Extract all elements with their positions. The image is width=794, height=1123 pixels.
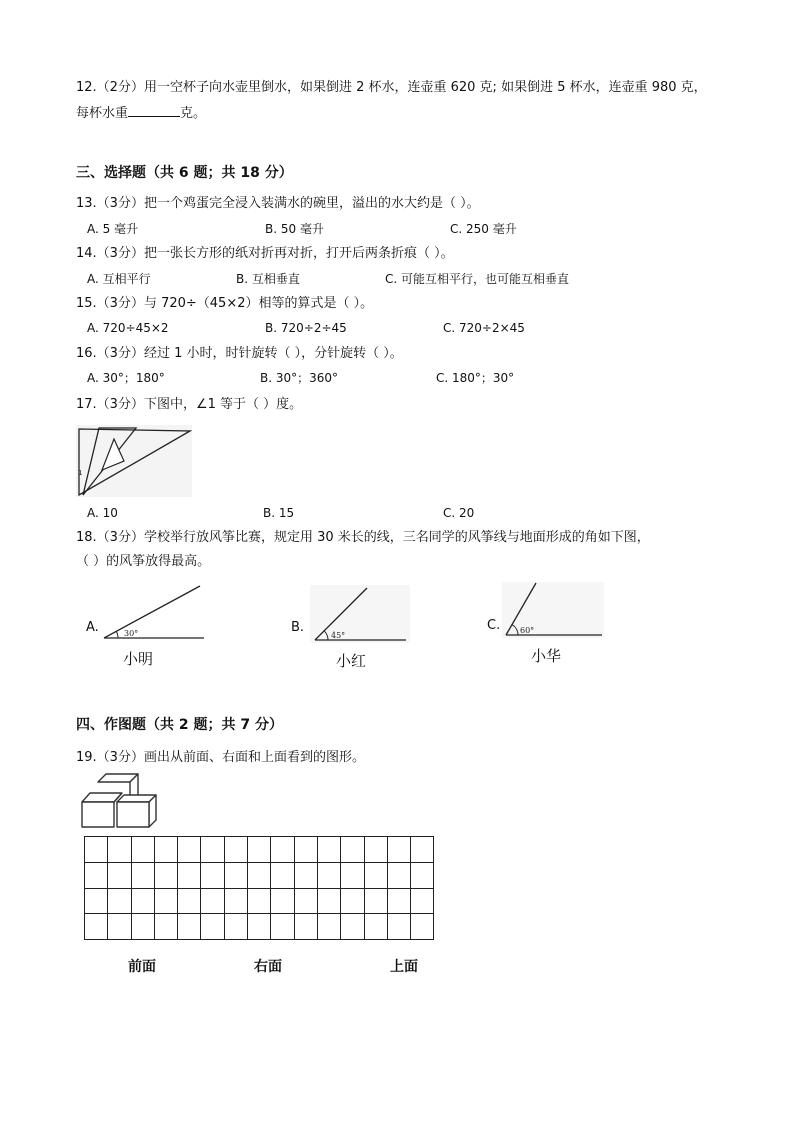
q16-option-c[interactable]: C. 180°；30° bbox=[436, 371, 515, 385]
q12-line1: 12.（2分）用一空杯子向水壶里倒水，如果倒进 2 杯水，连壶重 620 克; 如果倒进 5 杯水，连壶重 980 克， bbox=[76, 80, 707, 95]
q18-figure-b-letter[interactable]: B. bbox=[291, 620, 305, 635]
angle-1-label: 1 bbox=[78, 469, 83, 477]
q13-option-c[interactable]: C. 250 毫升 bbox=[450, 222, 517, 236]
q17-option-b[interactable]: B. 15 bbox=[263, 506, 295, 520]
student-name-xiaohua: 小华 bbox=[531, 647, 562, 665]
svg-text:45°: 45° bbox=[331, 631, 346, 640]
section3-title: 三、选择题（共 6 题；共 18 分） bbox=[76, 165, 293, 181]
label-top-view: 上面 bbox=[390, 959, 418, 975]
q16-option-a[interactable]: A. 30°；180° bbox=[87, 371, 165, 385]
label-front-view: 前面 bbox=[128, 959, 156, 975]
cube-stack-figure bbox=[78, 770, 160, 830]
svg-text:60°: 60° bbox=[520, 626, 535, 635]
q13-stem: 13.（3分）把一个鸡蛋完全浸入装满水的碗里，溢出的水大约是（ ）。 bbox=[76, 196, 480, 211]
q19-stem: 19.（3分）画出从前面、右面和上面看到的图形。 bbox=[76, 750, 365, 765]
q13-option-b[interactable]: B. 50 毫升 bbox=[265, 222, 324, 236]
student-name-xiaohong: 小红 bbox=[336, 652, 367, 670]
q12-line2-suffix: 克。 bbox=[180, 106, 207, 121]
student-name-xiaoming: 小明 bbox=[123, 650, 154, 668]
q15-option-a[interactable]: A. 720÷45×2 bbox=[87, 321, 169, 335]
kite-angle-45-figure bbox=[310, 585, 410, 643]
q12-line2 bbox=[76, 104, 206, 123]
q17-option-c[interactable]: C. 20 bbox=[443, 506, 475, 520]
svg-text:30°: 30° bbox=[124, 629, 139, 638]
section4-title: 四、作图题（共 2 题；共 7 分） bbox=[76, 717, 283, 733]
q15-option-c[interactable]: C. 720÷2×45 bbox=[443, 321, 525, 335]
kite-angle-60-figure bbox=[502, 582, 604, 638]
q16-stem: 16.（3分）经过 1 小时，时针旋转（ ），分针旋转（ ）。 bbox=[76, 346, 403, 361]
label-right-view: 右面 bbox=[254, 959, 282, 975]
q14-option-b[interactable]: B. 互相垂直 bbox=[236, 272, 300, 286]
q18-line2: （ ）的风筝放得最高。 bbox=[76, 554, 211, 569]
q18-line1: 18.（3分）学校举行放风筝比赛，规定用 30 米长的线，三名同学的风筝线与地面形成的角如下图， bbox=[76, 530, 650, 545]
q15-stem: 15.（3分）与 720÷（45×2）相等的算式是（ ）。 bbox=[76, 296, 374, 311]
q15-option-b[interactable]: B. 720÷2÷45 bbox=[265, 321, 347, 335]
q18-figure-c-letter[interactable]: C. bbox=[487, 618, 501, 633]
q16-option-b[interactable]: B. 30°；360° bbox=[260, 371, 339, 385]
q14-stem: 14.（3分）把一张长方形的纸对折再对折，打开后两条折痕（ ）。 bbox=[76, 246, 454, 261]
q18-figure-a-letter[interactable]: A. bbox=[86, 620, 99, 635]
q14-option-c[interactable]: C. 可能互相平行，也可能互相垂直 bbox=[385, 272, 570, 286]
q17-stem: 17.（3分）下图中，∠1 等于（ ）度。 bbox=[76, 397, 303, 412]
q17-option-a[interactable]: A. 10 bbox=[87, 506, 118, 520]
q13-option-a[interactable]: A. 5 毫升 bbox=[87, 222, 139, 236]
q12-line2-prefix: 每杯水重 bbox=[76, 106, 129, 121]
kite-angle-30-figure bbox=[100, 585, 210, 641]
drawing-grid[interactable] bbox=[84, 836, 434, 940]
set-square-figure bbox=[76, 425, 192, 497]
answer-blank[interactable] bbox=[128, 104, 180, 117]
q14-option-a[interactable]: A. 互相平行 bbox=[87, 272, 151, 286]
